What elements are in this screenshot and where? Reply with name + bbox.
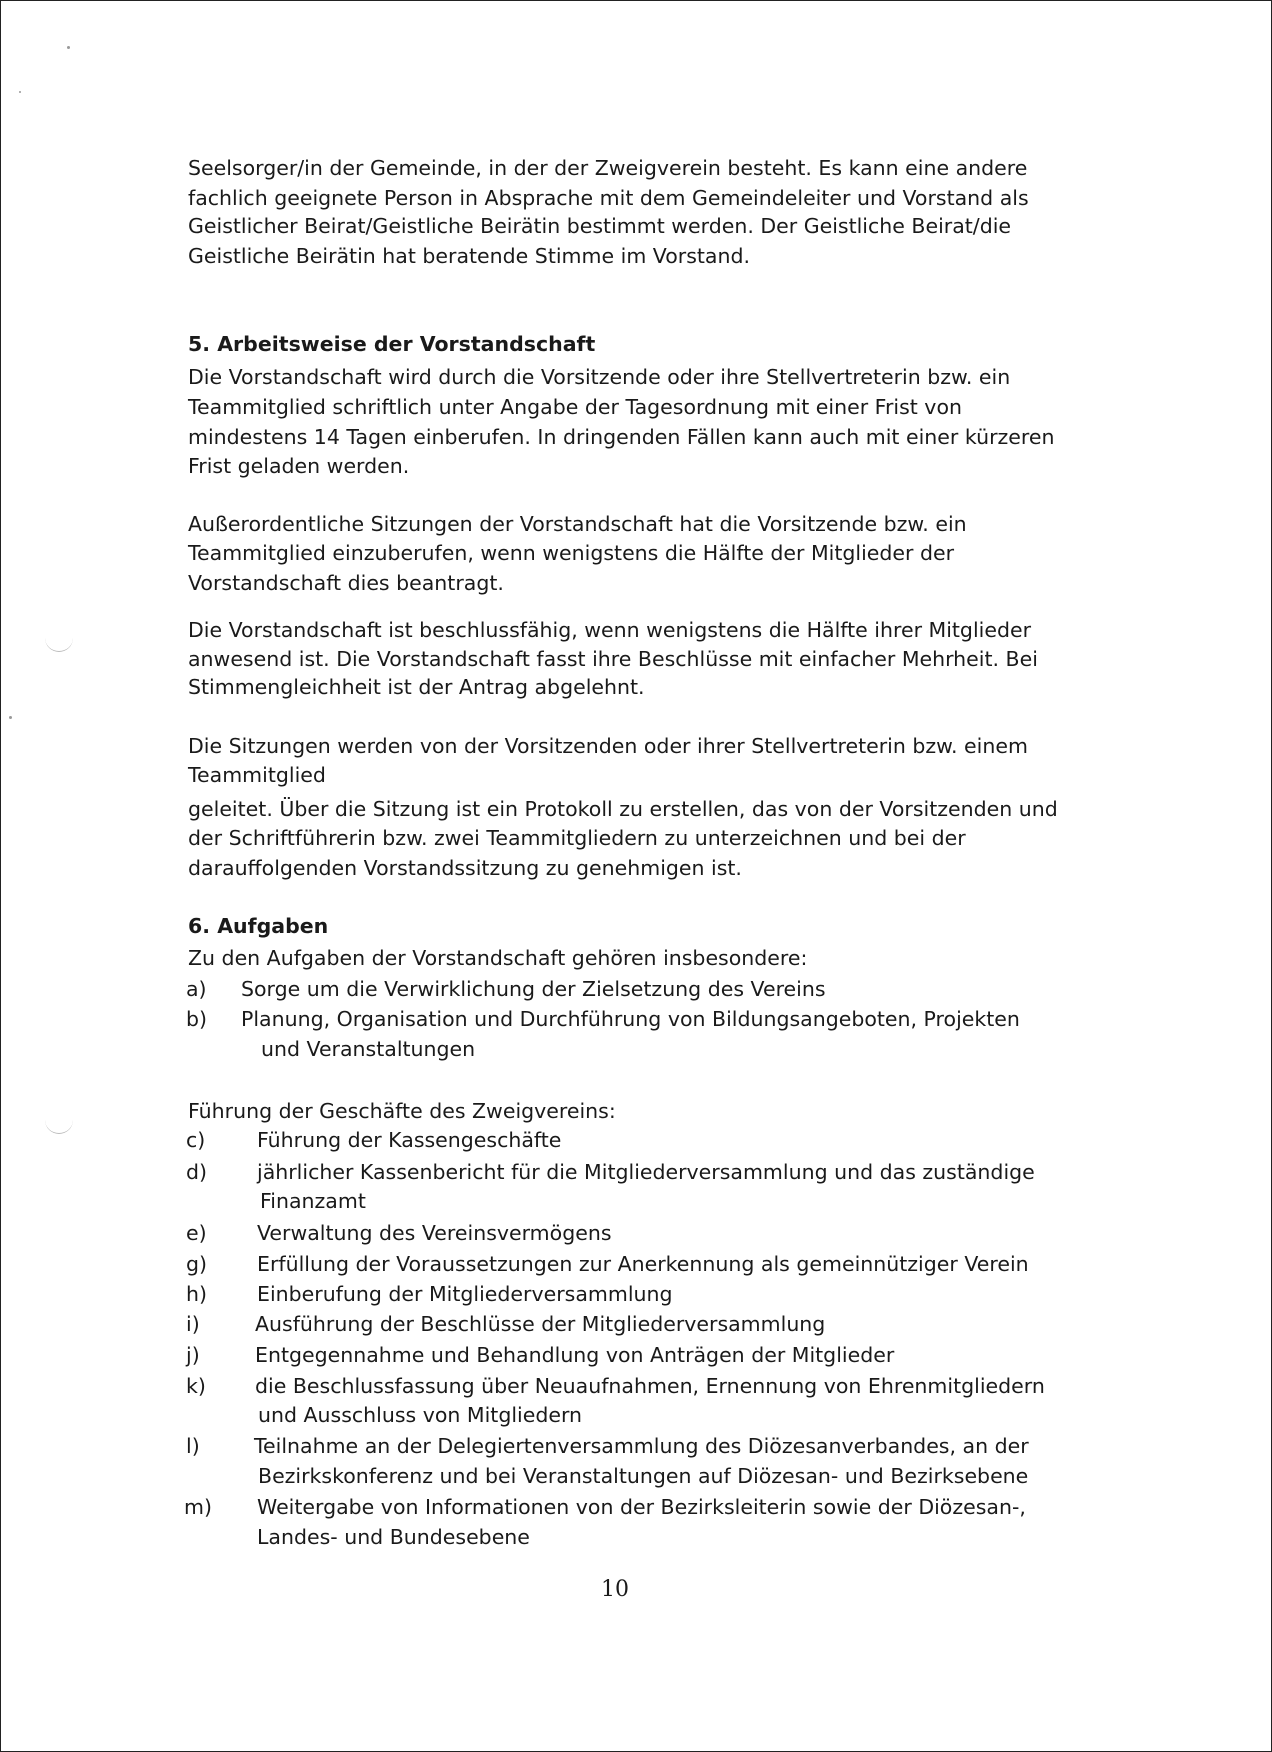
- list-item: Erfüllung der Voraussetzungen zur Anerkennung als gemeinnütziger Verein: [257, 1252, 1029, 1276]
- text-line: anwesend ist. Die Vorstandschaft fasst ihre Beschlüsse mit einfacher Mehrheit. Bei: [188, 647, 1038, 671]
- text-line: Teammitglied: [188, 763, 326, 787]
- list-item: Bezirkskonferenz und bei Veranstaltungen auf Diözesan- und Bezirksebene: [258, 1464, 1029, 1488]
- list-item: Einberufung der Mitgliederversammlung: [257, 1282, 673, 1306]
- list-label: i): [186, 1312, 200, 1336]
- text-line: Geistliche Beirätin hat beratende Stimme im Vorstand.: [188, 244, 751, 268]
- list-item: Finanzamt: [260, 1189, 366, 1213]
- section-heading: 5. Arbeitsweise der Vorstandschaft: [188, 332, 596, 356]
- list-item: Teilnahme an der Delegiertenversammlung des Diözesanverbandes, an der: [254, 1434, 1029, 1458]
- list-label: k): [186, 1374, 206, 1398]
- text-line: darauffolgenden Vorstandssitzung zu genehmigen ist.: [188, 856, 742, 880]
- list-label: l): [186, 1434, 200, 1458]
- list-item: jährlicher Kassenbericht für die Mitgliederversammlung und das zuständige: [257, 1160, 1035, 1184]
- list-label: d): [186, 1160, 208, 1184]
- list-label: c): [186, 1128, 206, 1152]
- text-line: der Schriftführerin bzw. zwei Teammitgliedern zu unterzeichnen und bei der: [188, 826, 966, 850]
- text-line: Stimmengleichheit ist der Antrag abgelehnt.: [188, 675, 645, 699]
- text-line: Zu den Aufgaben der Vorstandschaft gehören insbesondere:: [188, 946, 808, 970]
- scan-speck: [19, 91, 21, 93]
- list-item: Sorge um die Verwirklichung der Zielsetzung des Vereins: [241, 977, 826, 1001]
- list-label: m): [184, 1495, 212, 1519]
- list-item: Planung, Organisation und Durchführung von Bildungsangeboten, Projekten: [241, 1007, 1020, 1031]
- list-item: Weitergabe von Informationen von der Bezirksleiterin sowie der Diözesan-,: [257, 1495, 1026, 1519]
- list-item: und Veranstaltungen: [261, 1037, 476, 1061]
- list-label: j): [186, 1343, 200, 1367]
- list-label: h): [186, 1282, 207, 1306]
- punch-hole-mark: [45, 1119, 73, 1134]
- text-line: Die Sitzungen werden von der Vorsitzenden oder ihrer Stellvertreterin bzw. einem: [188, 734, 1028, 758]
- page-number: 10: [601, 1577, 629, 1602]
- list-item: Verwaltung des Vereinsvermögens: [257, 1221, 612, 1245]
- text-line: mindestens 14 Tagen einberufen. In dringenden Fällen kann auch mit einer kürzeren: [188, 425, 1055, 449]
- list-label: a): [186, 977, 207, 1001]
- text-line: Die Vorstandschaft wird durch die Vorsitzende oder ihre Stellvertreterin bzw. ein: [188, 365, 1011, 389]
- list-item: und Ausschluss von Mitgliedern: [258, 1403, 583, 1427]
- text-line: Die Vorstandschaft ist beschlussfähig, wenn wenigstens die Hälfte ihrer Mitglieder: [188, 618, 1032, 642]
- list-item: die Beschlussfassung über Neuaufnahmen, Ernennung von Ehrenmitgliedern: [255, 1374, 1045, 1398]
- text-line: fachlich geeignete Person in Absprache mit dem Gemeindeleiter und Vorstand als: [188, 186, 1029, 210]
- text-line: Frist geladen werden.: [188, 454, 410, 478]
- list-label: b): [186, 1007, 208, 1031]
- scan-speck: [9, 716, 12, 719]
- text-line: Teammitglied schriftlich unter Angabe der Tagesordnung mit einer Frist von: [188, 395, 962, 419]
- text-line: Seelsorger/in der Gemeinde, in der der Zweigverein besteht. Es kann eine andere: [188, 156, 1028, 180]
- text-line: Führung der Geschäfte des Zweigvereins:: [188, 1099, 616, 1123]
- text-line: geleitet. Über die Sitzung ist ein Protokoll zu erstellen, das von der Vorsitzenden und: [188, 797, 1058, 821]
- text-line: Teammitglied einzuberufen, wenn wenigstens die Hälfte der Mitglieder der: [188, 541, 955, 565]
- list-item: Ausführung der Beschlüsse der Mitgliederversammlung: [255, 1312, 826, 1336]
- list-item: Entgegennahme und Behandlung von Anträgen der Mitglieder: [255, 1343, 895, 1367]
- list-item: Landes- und Bundesebene: [257, 1525, 530, 1549]
- scan-speck: [67, 46, 70, 49]
- list-label: e): [186, 1221, 207, 1245]
- list-item: Führung der Kassengeschäfte: [257, 1128, 562, 1152]
- text-line: Geistlicher Beirat/Geistliche Beirätin bestimmt werden. Der Geistliche Beirat/die: [188, 214, 1012, 238]
- text-line: Vorstandschaft dies beantragt.: [188, 571, 504, 595]
- section-heading: 6. Aufgaben: [188, 914, 329, 938]
- list-label: g): [186, 1252, 208, 1276]
- punch-hole-mark: [45, 637, 73, 652]
- text-line: Außerordentliche Sitzungen der Vorstandschaft hat die Vorsitzende bzw. ein: [188, 512, 967, 536]
